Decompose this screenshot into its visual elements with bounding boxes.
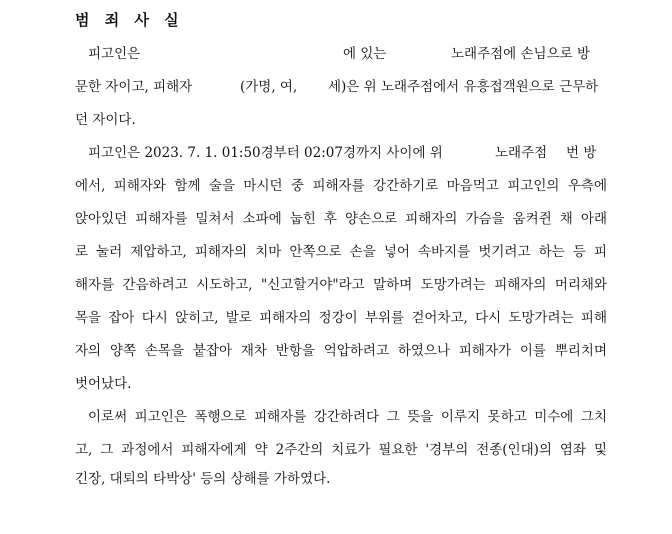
text-segment: 해자를 간음하려고 시도하고, "신고할거야"라고 말하며 도망가려는 피해자의 머리채와 [75, 277, 607, 293]
paragraph-1-line-3 [0, 109, 672, 131]
paragraph-1-line-1 [0, 43, 672, 65]
paragraph-2-line-5 [0, 274, 672, 296]
paragraph-3-line-3 [0, 468, 672, 490]
text-segment: 긴장, 대퇴의 타박상' 등의 상해를 가하였다. [75, 471, 331, 487]
paragraph-2-line-8 [0, 373, 672, 395]
paragraph-2-line-6 [0, 307, 672, 329]
text-segment: 에서, 피해자와 함께 술을 마시던 중 피해자를 강간하기로 마음먹고 피고인의 우측에 [75, 178, 607, 194]
text-segment: 번 방 [566, 145, 597, 161]
paragraph-2-line-4 [0, 241, 672, 263]
text-segment: 노래주점 [495, 145, 548, 161]
text-segment: 자의 양쪽 손목을 붙잡아 재차 반항을 억압하려고 하였으나 피해자가 이를 뿌리치며 [75, 343, 607, 359]
text-segment: 세)은 위 노래주점에서 유흥접객원으로 근무하 [328, 79, 599, 95]
text-segment: 문한 자이고, 피해자 [75, 79, 193, 95]
text-segment: (가명, 여, [240, 79, 298, 95]
paragraph-3-line-1 [0, 406, 672, 428]
text-segment: 피고인은 2023. 7. 1. 01:50경부터 02:07경까지 사이에 위 [88, 145, 443, 161]
text-segment: 노래주점에 손님으로 방 [451, 46, 590, 62]
text-segment: 에 있는 [343, 46, 387, 62]
text-segment: 던 자이다. [75, 112, 136, 128]
section-heading: 범 죄 사 실 [75, 11, 184, 29]
paragraph-2-line-7 [0, 340, 672, 362]
paragraph-2-line-3 [0, 208, 672, 230]
text-segment: 피고인은 [88, 46, 141, 62]
text-segment: 고, 그 과정에서 피해자에게 약 2주간의 치료가 필요한 '경부의 전종(인대)의 염좌 및 [75, 442, 607, 458]
text-segment: 이로써 피고인은 폭행으로 피해자를 강간하려다 그 뜻을 이루지 못하고 미수에 그치 [88, 409, 607, 425]
text-segment: 앉아있던 피해자를 밀쳐서 소파에 눕힌 후 양손으로 피해자의 가슴을 움켜쥔 채 아래 [75, 211, 607, 227]
paragraph-1-line-2 [0, 76, 672, 98]
paragraph-2-line-1 [0, 142, 672, 164]
paragraph-3-line-2 [0, 439, 672, 461]
text-segment: 목을 잡아 다시 앉히고, 발로 피해자의 정강이 부위를 걷어차고, 다시 도망가려는 피해 [75, 310, 607, 326]
text-segment: 로 눌러 제압하고, 피해자의 치마 안쪽으로 손을 넣어 속바지를 벗기려고 하는 등 피 [75, 244, 607, 260]
paragraph-2-line-2 [0, 175, 672, 197]
text-segment: 벗어났다. [75, 376, 132, 392]
